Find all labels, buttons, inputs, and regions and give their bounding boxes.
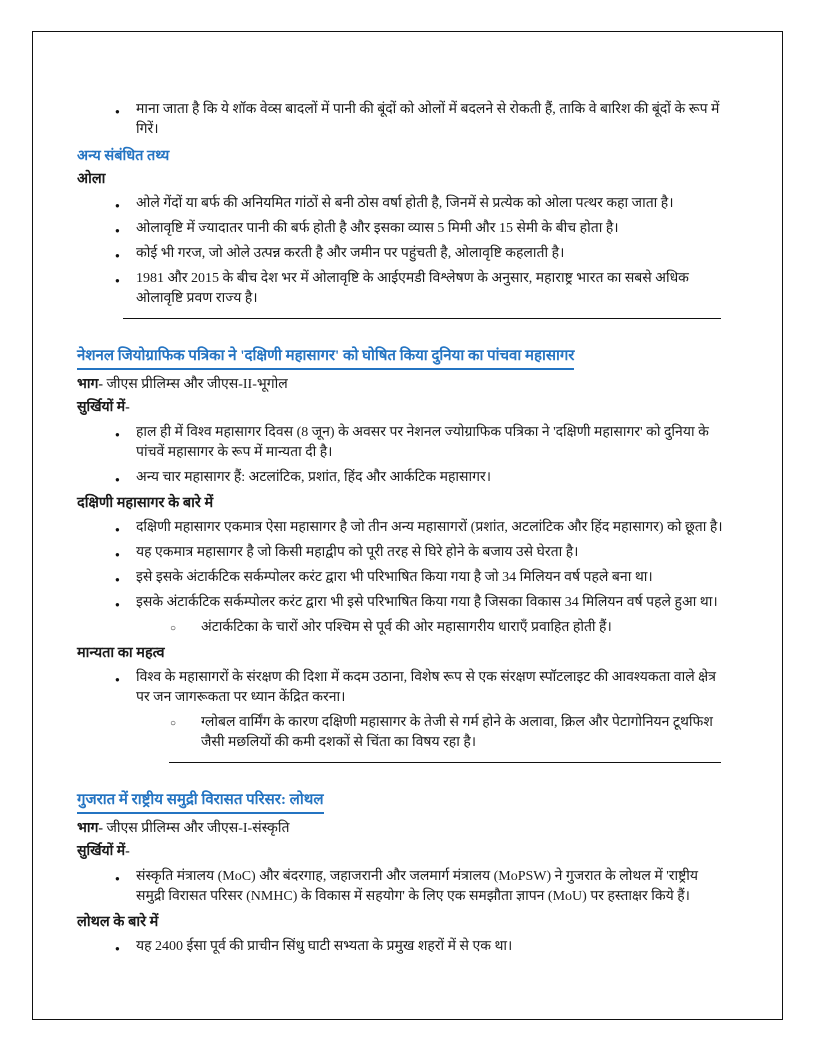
bullet-item xyxy=(77,219,726,239)
bullet-item xyxy=(77,468,726,488)
part-value: जीएस प्रीलिम्स और जीएस-I-संस्कृति xyxy=(103,821,290,836)
in-headlines-label: सुर्खियों में- xyxy=(77,400,130,415)
subheading-significance: मान्यता का महत्व xyxy=(77,645,165,661)
topic-heading-wrap xyxy=(77,345,726,370)
bullet-item xyxy=(77,518,726,538)
bullet-text: हाल ही में विश्व महासागर दिवस (8 जून) के अवसर पर नेशनल ज्योग्राफिक पत्रिका ने 'दक्षिणी महासागर' को दुनिया के पांचवें महासागर के रूप में मान्यता दी है। xyxy=(136,425,709,460)
subheading-about-southern-ocean: दक्षिणी महासागर के बारे में xyxy=(77,495,214,511)
bullet-item xyxy=(77,423,726,463)
sub-bullet-item xyxy=(77,713,726,753)
bullet-text: माना जाता है कि ये शॉक वेव्स बादलों में पानी की बूंदों को ओलों में बदलने से रोकती हैं, ताकि वे बारिश की बूंदों के रूप में गिरें। xyxy=(136,102,720,137)
bullet-text: इसे इसके अंटार्कटिक सर्कम्पोलर करंट द्वारा भी परिभाषित किया गया है जो 34 मिलियन वर्ष पहले बना था। xyxy=(136,570,653,585)
part-label: भाग- xyxy=(77,377,104,392)
bullet-text: इसके अंटार्कटिक सर्कम्पोलर करंट द्वारा भी इसे परिभाषित किया गया है जिसका विकास 34 मिलियन वर्ष पहले हुआ था। xyxy=(136,595,718,610)
bullet-text: यह 2400 ईसा पूर्व की प्राचीन सिंधु घाटी सभ्यता के प्रमुख शहरों में से एक था। xyxy=(136,939,513,954)
part-value: जीएस प्रीलिम्स और जीएस-II-भूगोल xyxy=(103,377,288,392)
sub-bullet-item xyxy=(77,618,726,638)
bullet-item xyxy=(77,867,726,907)
topic-heading-wrap xyxy=(77,789,726,814)
bullet-item xyxy=(77,543,726,563)
bullet-text: अन्य चार महासागर हैं: अटलांटिक, प्रशांत, हिंद और आर्कटिक महासागर। xyxy=(136,470,492,485)
subheading-about-lothal: लोथल के बारे में xyxy=(77,914,159,930)
bullet-text: संस्कृति मंत्रालय (MoC) और बंदरगाह, जहाजरानी और जलमार्ग मंत्रालय (MoPSW) ने गुजरात के लोथल में 'राष्ट्रीय समुद्री विरासत परिसर (NMHC) के विकास में सहयोग' के लिए एक समझौता ज्ञापन (MoU) पर हस्ताक्षर किये हैं। xyxy=(136,869,698,904)
bullet-item xyxy=(77,244,726,264)
bullet-item xyxy=(77,668,726,708)
section-subheading-other-facts: अन्य संबंधित तथ्य xyxy=(77,148,170,164)
topic-heading-link-southern-ocean[interactable]: नेशनल जियोग्राफिक पत्रिका ने 'दक्षिणी महासागर' को घोषित किया दुनिया का पांचवा महासागर xyxy=(77,345,574,370)
section-divider xyxy=(169,762,721,763)
part-line xyxy=(77,819,726,839)
bullet-text: दक्षिणी महासागर एकमात्र ऐसा महासागर है जो तीन अन्य महासागरों (प्रशांत, अटलांटिक और हिंद महासागर) को छूता है। xyxy=(136,520,723,535)
bullet-text: ओले गेंदों या बर्फ की अनियमित गांठों से बनी ठोस वर्षा होती है, जिनमें से प्रत्येक को ओला पत्थर कहा जाता है। xyxy=(136,196,674,211)
bullet-text: यह एकमात्र महासागर है जो किसी महाद्वीप को पूरी तरह से घिरे होने के बजाय उसे घेरता है। xyxy=(136,545,579,560)
in-headlines-label: सुर्खियों में- xyxy=(77,844,130,859)
part-line xyxy=(77,375,726,395)
bullet-item xyxy=(77,194,726,214)
bullet-item xyxy=(77,568,726,588)
bullet-text: ग्लोबल वार्मिंग के कारण दक्षिणी महासागर के तेजी से गर्म होने के अलावा, क्रिल और पेटागोनियन टूथफिश जैसी मछलियों की कमी दशकों से चिंता का विषय रहा है। xyxy=(201,715,713,750)
bullet-item xyxy=(77,269,726,309)
document-page xyxy=(32,31,783,1020)
bullet-item xyxy=(77,937,726,957)
bullet-text: विश्व के महासागरों के संरक्षण की दिशा में कदम उठाना, विशेष रूप से एक संरक्षण स्पॉटलाइट की आवश्यकता वाले क्षेत्र पर जन जागरूकता पर ध्यान केंद्रित करना। xyxy=(136,670,716,705)
page-content xyxy=(33,32,782,957)
subheading-hail: ओला xyxy=(77,171,106,187)
topic-heading-link-lothal[interactable]: गुजरात में राष्ट्रीय समुद्री विरासत परिसर: लोथल xyxy=(77,789,324,814)
bullet-text: अंटार्कटिका के चारों ओर पश्चिम से पूर्व की ओर महासागरीय धाराएँ प्रवाहित होती हैं। xyxy=(201,620,612,635)
bullet-item xyxy=(77,100,726,140)
bullet-text: 1981 और 2015 के बीच देश भर में ओलावृष्टि के आईएमडी विश्लेषण के अनुसार, महाराष्ट्र भारत का सबसे अधिक ओलावृष्टि प्रवण राज्य है। xyxy=(136,271,689,306)
bullet-item xyxy=(77,593,726,613)
part-label: भाग- xyxy=(77,821,104,836)
bullet-text: ओलावृष्टि में ज्यादातर पानी की बर्फ होती है और इसका व्यास 5 मिमी और 15 सेमी के बीच होता है। xyxy=(136,221,619,236)
section-divider xyxy=(123,318,721,319)
bullet-text: कोई भी गरज, जो ओले उत्पन्न करती है और जमीन पर पहुंचती है, ओलावृष्टि कहलाती है। xyxy=(136,246,565,261)
